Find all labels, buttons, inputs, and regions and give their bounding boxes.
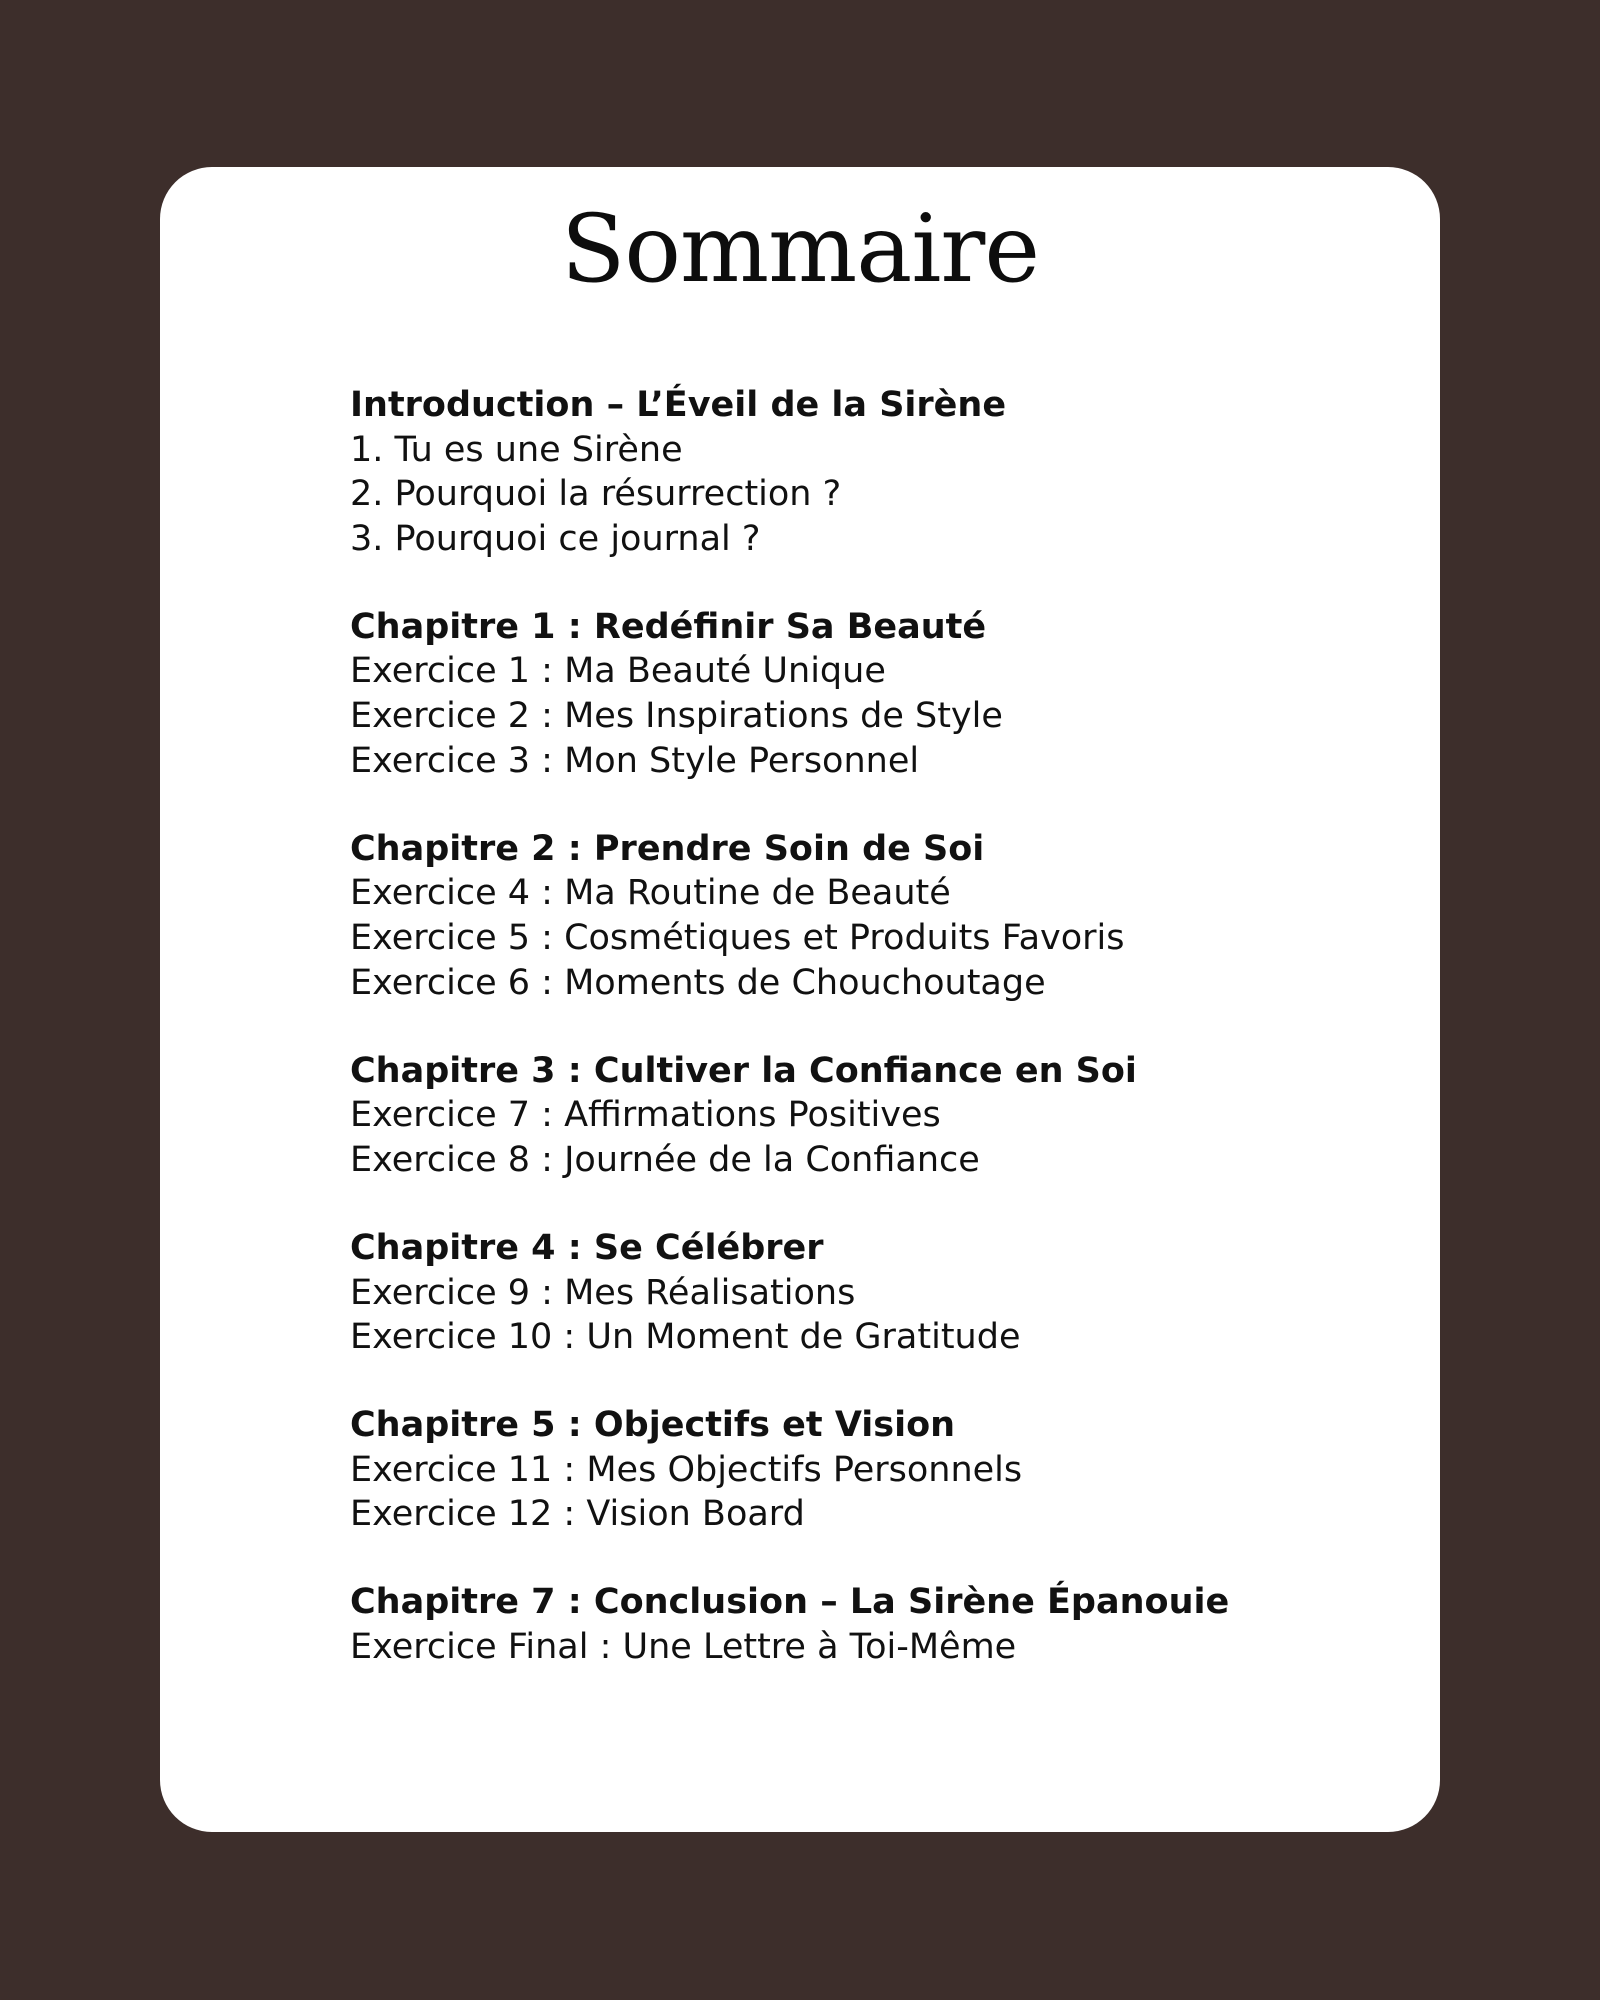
toc-section-chapitre-5 [350,1403,1410,1537]
toc-entry: 2. Pourquoi la résurrection ? [350,474,842,515]
toc-entry: Exercice 1 : Ma Beauté Unique [350,651,886,692]
toc-section-chapitre-3 [350,1049,1410,1183]
toc-entry: Exercice 5 : Cosmétiques et Produits Favoris [350,917,1125,958]
section-heading: Chapitre 3 : Cultiver la Confiance en Soi [350,1050,1137,1091]
page-title: Sommaire [561,195,1039,304]
toc-section-chapitre-2 [350,827,1410,1005]
toc-entry: Exercice Final : Une Lettre à Toi-Même [350,1627,1017,1668]
section-heading: Chapitre 2 : Prendre Soin de Soi [350,828,985,869]
toc-entry: Exercice 11 : Mes Objectifs Personnels [350,1449,1023,1490]
toc-entry: Exercice 4 : Ma Routine de Beauté [350,873,951,914]
toc-entry: Exercice 7 : Affirmations Positives [350,1095,941,1136]
toc-entry: Exercice 6 : Moments de Chouchoutage [350,962,1046,1003]
toc-entry: 3. Pourquoi ce journal ? [350,518,761,559]
toc-entry: 1. Tu es une Sirène [350,429,683,470]
toc-entry: Exercice 12 : Vision Board [350,1494,805,1535]
section-heading: Chapitre 4 : Se Célébrer [350,1227,824,1268]
toc-entry: Exercice 10 : Un Moment de Gratitude [350,1317,1021,1358]
toc-section-chapitre-1 [350,605,1410,783]
toc-entry: Exercice 3 : Mon Style Personnel [350,740,920,781]
toc-section-chapitre-4 [350,1226,1410,1360]
section-heading: Chapitre 1 : Redéfinir Sa Beauté [350,606,987,647]
toc-entry: Exercice 2 : Mes Inspirations de Style [350,696,1003,737]
section-heading: Chapitre 7 : Conclusion – La Sirène Épanouie [350,1582,1230,1623]
section-heading: Introduction – L’Éveil de la Sirène [350,385,1007,425]
toc-section-introduction [350,383,1410,561]
toc-entry: Exercice 9 : Mes Réalisations [350,1272,856,1313]
toc-entry: Exercice 8 : Journée de la Confiance [350,1139,980,1180]
table-of-contents [350,383,1410,1670]
toc-section-chapitre-7 [350,1580,1410,1669]
section-heading: Chapitre 5 : Objectifs et Vision [350,1405,956,1446]
